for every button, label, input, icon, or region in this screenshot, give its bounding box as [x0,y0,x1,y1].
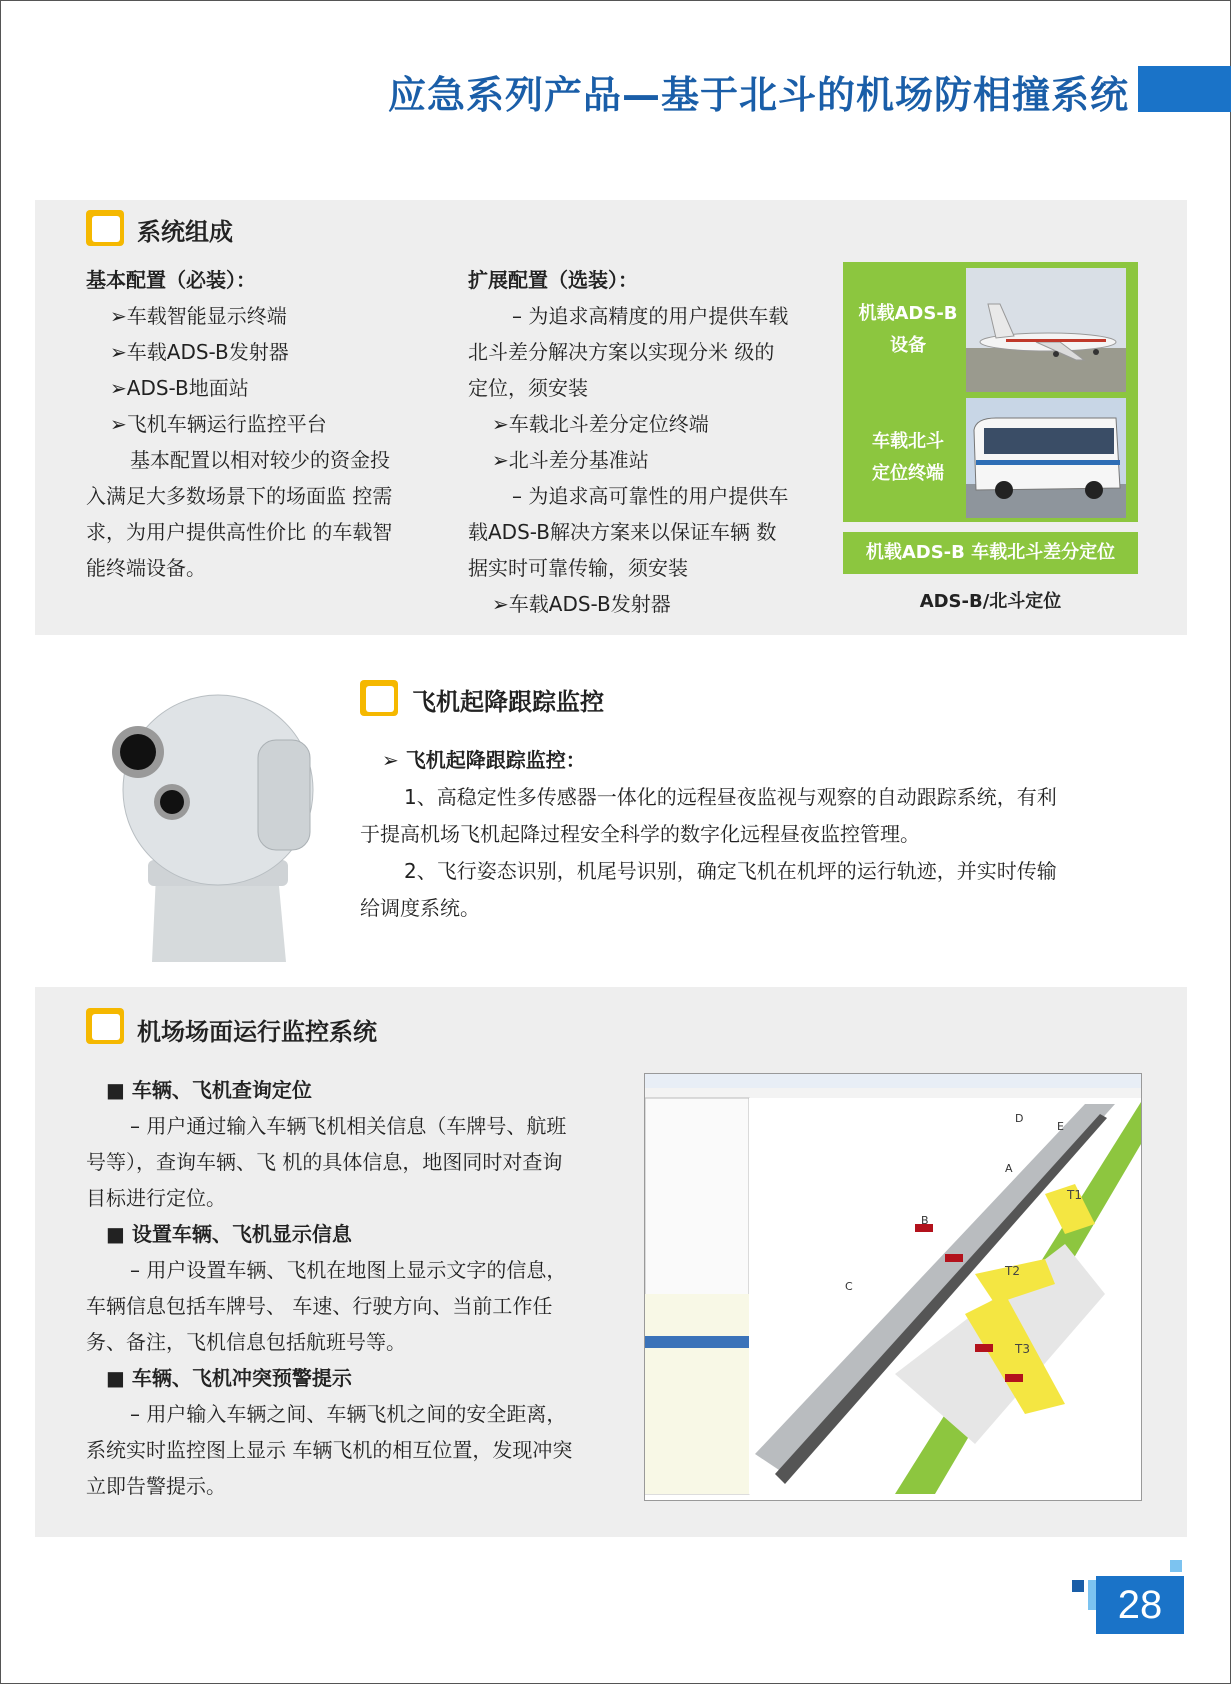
paragraph-line: 据实时可靠传输，须安装 [468,556,688,580]
bus-photo [966,398,1126,518]
decor-square [1170,1560,1182,1572]
extended-config-column [468,262,828,622]
list-item: ➢车载智能显示终端 [110,304,287,328]
list-item: ➢车载北斗差分定位终端 [492,412,709,436]
monitoring-software-screenshot [644,1073,1142,1501]
paragraph-line: 号等），查询车辆、飞 机的具体信息，地图同时对查询 [86,1150,563,1174]
airplane-photo [966,268,1126,392]
paragraph-line: 能终端设备。 [86,556,206,580]
paragraph-line: 基本配置以相对较少的资金投 [130,448,390,472]
paragraph-line: 定位，须安装 [468,376,588,400]
airport-map [645,1074,1141,1500]
taxiway-label: B [921,1214,929,1227]
paragraph-line: 于提高机场飞机起降过程安全科学的数字化远程昼夜监控管理。 [360,822,920,846]
page-title: 应急系列产品—基于北斗的机场防相撞系统 [387,73,1129,117]
list-item: ➢ADS-B地面站 [110,376,249,400]
list-item: ➢飞机车辆运行监控平台 [110,412,327,436]
paragraph-line: 北斗差分解决方案以实现分米 级的 [468,340,775,364]
list-item: ➢车载ADS-B发射器 [492,592,671,616]
taxiway-label: E [1057,1120,1064,1133]
folder-icon [86,210,126,248]
paragraph-line: 1、高稳定性多传感器一体化的远程昼夜监视与观察的自动跟踪系统，有利 [404,785,1057,809]
figure-label-line: 设备 [890,335,926,356]
paragraph-line: – 为追求高精度的用户提供车载 [512,304,789,328]
paragraph-line: – 用户通过输入车辆飞机相关信息（车牌号、航班 [130,1114,567,1138]
sub-heading: ➢ 飞机起降跟踪监控： [382,748,586,772]
page-number: 28 [1096,1576,1184,1634]
terminal-label-t2: T2 [1005,1264,1020,1278]
paragraph-line: 载ADS-B解决方案来以保证车辆 数 [468,520,777,544]
section-title: 系统组成 [137,218,233,246]
feature-heading: ■ 设置车辆、飞机显示信息 [106,1222,352,1246]
section-title: 飞机起降跟踪监控 [412,688,604,716]
monitoring-text [86,1072,631,1504]
figure-label-line: 机载ADS-B [858,303,958,324]
taxiway-label: C [845,1280,853,1293]
section-title: 机场场面运行监控系统 [137,1018,377,1046]
figure-label-aircraft [843,298,973,362]
figure-caption: ADS-B/北斗定位 [919,591,1062,612]
paragraph-line: 立即告警提示。 [86,1474,226,1498]
feature-heading: ■ 车辆、飞机冲突预警提示 [106,1366,352,1390]
terminal-label-t3: T3 [1015,1342,1030,1356]
figure-label-line: 定位终端 [872,463,944,484]
surveillance-camera-photo [108,680,318,962]
paragraph-line: – 为追求高可靠性的用户提供车 [512,484,789,508]
folder-icon [86,1008,126,1046]
tracking-text [360,742,1140,927]
paragraph-line: 车辆信息包括车牌号、 车速、行驶方向、当前工作任 [86,1294,553,1318]
feature-heading: ■ 车辆、飞机查询定位 [106,1078,312,1102]
paragraph-line: 2、飞行姿态识别，机尾号识别，确定飞机在机坪的运行轨迹，并实时传输 [404,859,1057,883]
paragraph-line: – 用户输入车辆之间、车辆飞机之间的安全距离， [130,1402,567,1426]
paragraph-line: 目标进行定位。 [86,1186,226,1210]
terminal-label-t1: T1 [1067,1188,1082,1202]
folder-icon [360,680,400,718]
figure-label-line: 车载北斗 [872,431,944,452]
paragraph-line: 求，为用户提供高性价比 的车载智 [86,520,393,544]
paragraph-line: 系统实时监控图上显示 车辆飞机的相互位置，发现冲突 [86,1438,573,1462]
list-item: ➢北斗差分基准站 [492,448,649,472]
paragraph-line: 给调度系统。 [360,896,480,920]
decor-square [1072,1580,1084,1592]
taxiway-label: D [1015,1112,1024,1125]
list-item: ➢车载ADS-B发射器 [110,340,289,364]
paragraph-line: 务、备注，飞机信息包括航班号等。 [86,1330,406,1354]
basic-config-column [86,262,446,586]
extended-config-heading: 扩展配置（选装）： [468,268,638,292]
basic-config-heading: 基本配置（必装）： [86,268,256,292]
figure-label-vehicle [843,426,973,490]
paragraph-line: 入满足大多数场景下的场面监 控需 [86,484,393,508]
title-accent-bar [1138,66,1231,112]
paragraph-line: – 用户设置车辆、飞机在地图上显示文字的信息， [130,1258,567,1282]
taxiway-label: A [1005,1162,1013,1175]
figure-bar: 机载ADS-B 车载北斗差分定位 [843,532,1138,574]
